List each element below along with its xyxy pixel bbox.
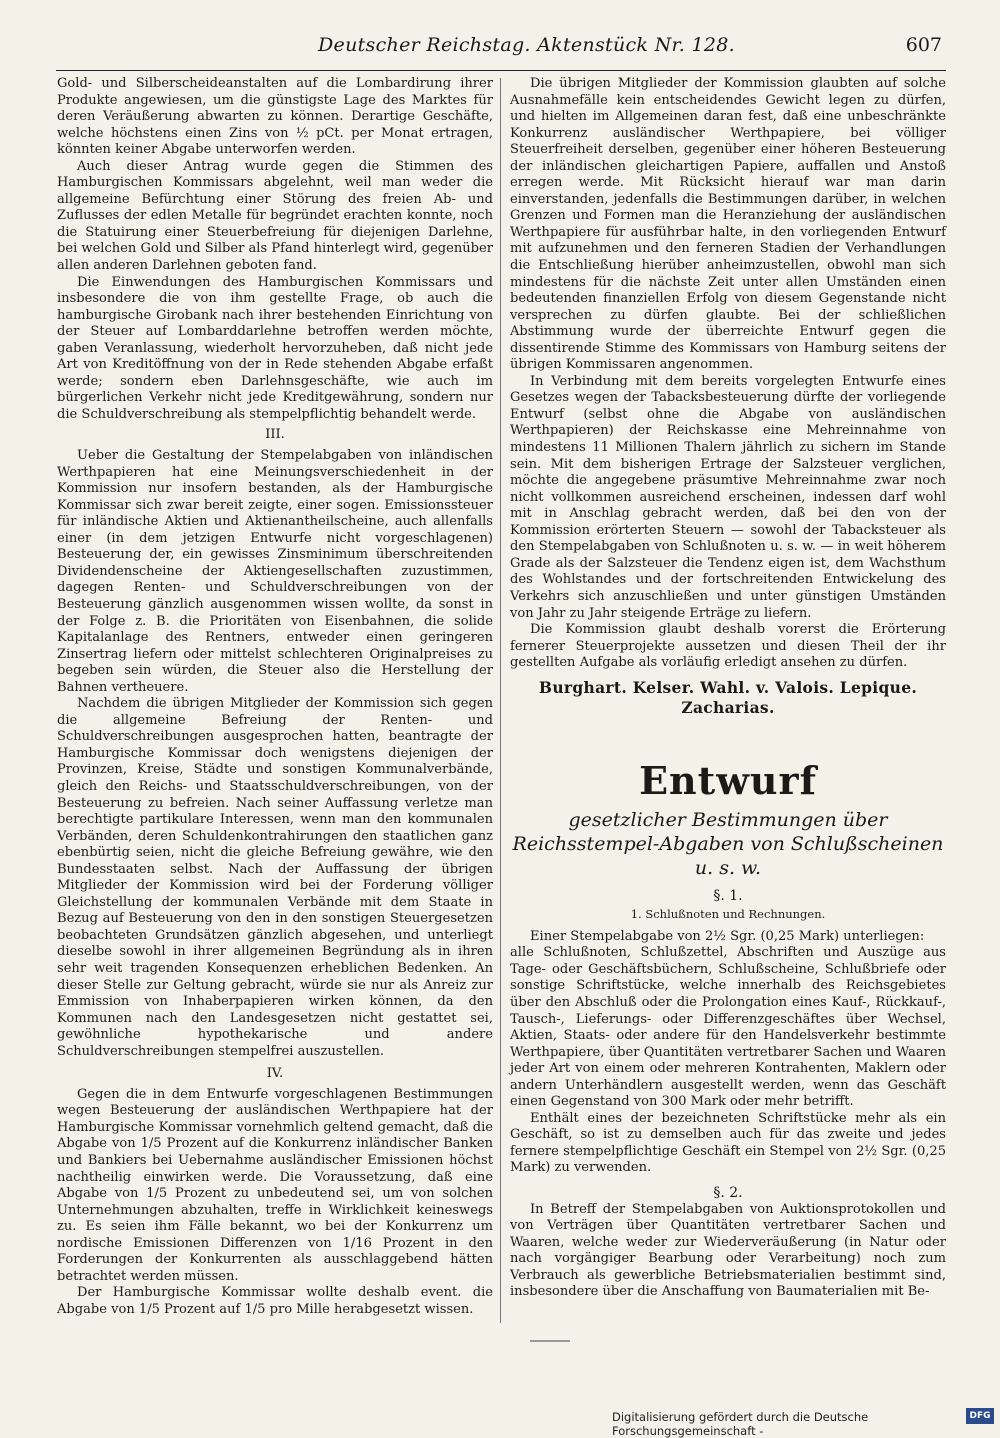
section-2-text: In Betreff der Stempelabgaben von Auktionsprotokollen und von Verträgen über Quantitäten vertretbarer Sachen und Waaren, welche weder zur Wiederveräußerung (in Natur oder nach vorgängiger Bearbung oder Verarbeitung) noch zum Verbrauch als gewerbliche Betriebsmaterialien bestimmt sind, insbesondere über die Anschaffung von Baumaterialien mit Be- <box>510 1201 946 1300</box>
section-1-subheading: 1. Schlußnoten und Rechnungen. <box>630 907 826 922</box>
section-heading-iv: IV. <box>266 1066 284 1082</box>
page-header <box>56 30 946 71</box>
left-column <box>57 76 493 1317</box>
scan-mark <box>530 1340 570 1342</box>
section-2-heading: §. 2. <box>713 1184 743 1201</box>
right-column <box>510 76 946 1316</box>
section-1-extra: Enthält eines der bezeichneten Schriftstücke mehr als ein Geschäft, so ist zu demselben auch für das zweite und jedes fernere stempelpflichtige Geschäft ein Stempel von 2½ Sgr. (0,25 Mark) zu verwenden. <box>510 1110 946 1176</box>
section-1-items: alle Schlußnoten, Schlußzettel, Abschriften und Auszüge aus Tage- oder Geschäftsbüchern, Schlußscheine, Schlußbriefe oder sonstige Schriftstücke, welche innerhalb des Reichsgebietes über den Abschluß oder die Prolongation eines Kauf-, Rückkauf-, Tausch-, Lieferungs- oder Differenzgeschäftes über Wechsel, Aktien, Staats- oder andere für den Handelsverkehr bestimmte Werthpapiere, über Quantitäten vertretbarer Sachen und Waaren jeder Art von einem oder mehreren Kontrahenten, Maklern oder andern Unterhändlern ausgestellt werden, wenn das Geschäft einen Gegenstand von 300 Mark oder mehr betrifft. <box>510 945 946 1110</box>
running-title: Deutscher Reichstag. Aktenstück Nr. 128. <box>318 34 735 56</box>
draft-subtitle: gesetzlicher Bestimmungen über Reichsstempel-Abgaben von Schlußscheinen u. s. w. <box>512 808 944 879</box>
paragraph: Nachdem die übrigen Mitglieder der Kommission sich gegen die allgemeine Befreiung der Renten- und Schuldverschreibungen ausgesprochen hatten, beantragte der Hamburgische Kommissar doch wenigstens diejenigen der Provinzen, Kreise, Städte und sonstigen Kommunalverbände, gleich den Reichs- und Staatsschuldverschreibungen, von der Besteuerung zu befreien. Nach seiner Auffassung verletze man berechtigte partikulare Interessen, wenn man den kommunalen Verbänden, deren Schuldenkontrahirungen den staatlichen ganz ebenbürtig seien, nicht die gleiche Befreiung gewähre, wie den Bundesstaaten selbst. Nach der Auffassung der übrigen Mitglieder der Kommission wird bei der Forderung völliger Gleichstellung der kommunalen Verbände mit dem Staate in Bezug auf Besteuerung von den in den sonstigen Steuergesetzen beobachteten Grundsätzen gänzlich abgesehen, und unterliegt dieselbe sowohl in ihrer allgemeinen Begründung als in ihren sehr weit tragenden Konsequenzen erheblichen Bedenken. An dieser Stelle zur Geltung gebracht, würde sie nur als Anreiz zur Emmission von Inhaberpapieren wirken können, da den Kommunen nach den Landesgesetzen nicht gestattet sei, gewöhnliche hypothekarische und andere Schuldverschreibungen stempelfrei auszustellen. <box>57 696 493 1059</box>
page-number: 607 <box>905 34 942 56</box>
digitization-credit: Digitalisierung gefördert durch die Deutsche Forschungsgemeinschaft - <box>612 1410 869 1438</box>
paragraph: Ueber die Gestaltung der Stempelabgaben von inländischen Werthpapieren hat eine Meinungsverschiedenheit in der Kommission nur insofern bestanden, als der Hamburgische Kommissar sich zwar bereit zeigte, einer sogen. Emissionssteuer für inländische Aktien und Aktienantheilscheine, auch allenfalls einer (in dem jetzigen Entwurfe nicht vorgeschlagenen) Besteuerung der, ein gewisses Zinsminimum überschreitenden Dividendenscheine der Aktiengesellschaften zuzustimmen, dagegen Renten- und Schuldverschreibungen von der Besteuerung gänzlich ausgenommen wissen wollte, da sonst in der Folge z. B. die Prioritäten von Eisenbahnen, die solide Kapitalanlage des Rentners, entweder einen geringeren Zinsertrag liefern oder mittelst schlechteren Originalpreises zu begeben sein würden, die Steuer also die Herstellung der Bahnen vertheuere. <box>57 448 493 695</box>
section-1-heading: §. 1. <box>713 887 743 904</box>
paragraph: Die Einwendungen des Hamburgischen Kommissars und insbesondere die von ihm gestellte Frage, ob auch die hamburgische Girobank nach ihrer bestehenden Einrichtung von der Steuer auf Lombarddarlehne betroffen werden möchte, gaben Veranlassung, wiederholt hervorzuheben, daß nicht jede Art von Kreditöffnung von der in Rede stehenden Abgabe erfaßt werde; sondern eben Darlehnsgeschäfte, wie auch im bürgerlichen Verkehr nicht jede Kreditgewährung, sondern nur die Schuldverschreibung als stempelpflichtig behandelt werde. <box>57 274 493 422</box>
signatures: Burghart. Kelser. Wahl. v. Valois. Lepique. Zacharias. <box>538 677 918 717</box>
paragraph: Der Hamburgische Kommissar wollte deshalb event. die Abgabe von 1/5 Prozent auf 1/5 pro Mille herabgesetzt wissen. <box>57 1285 493 1317</box>
paragraph: In Verbindung mit dem bereits vorgelegten Entwurfe eines Gesetzes wegen der Tabacksbesteuerung dürfte der vorliegende Entwurf (selbst ohne die Abgabe von ausländischen Werthpapieren) der Reichskasse eine Mehreinnahme von mindestens 11 Millionen Thalern jährlich zu sichern im Stande sein. Mit dem bisherigen Ertrage der Salzsteuer verglichen, möchte die angegebene präsumtive Mehreinnahme zwar noch nicht vollkommen ausreichend erscheinen, indessen darf wohl mit in Anschlag gebracht werden, daß bei den von der Kommission erörterten Steuern — sowohl der Tabacksteuer als den Stempelabgaben von Schlußnoten u. s. w. — in weit höherem Grade als der Salzsteuer die Tendenz eigen ist, dem Wachsthum des Wohlstandes und der fortschreitenden Entwickelung des Verkehrs sich anzuschließen und unter günstigen Umständen von Jahr zu Jahr steigende Erträge zu liefern. <box>510 373 946 621</box>
draft-title: Entwurf <box>639 757 817 803</box>
paragraph: Gold- und Silberscheideanstalten auf die Lombardirung ihrer Produkte angewiesen, um die günstigste Lage des Marktes für deren Veräußerung abwarten zu können. Derartige Geschäfte, welche höchstens einen Zins von ½ pCt. per Monat ertragen, könnten keiner Abgabe unterworfen werden. <box>57 76 493 158</box>
dfg-logo: DFG <box>966 1408 994 1424</box>
paragraph: Die Kommission glaubt deshalb vorerst die Erörterung fernerer Steuerprojekte aussetzen und diesen Theil der ihr gestellten Aufgabe als vorläufig erledigt ansehen zu dürfen. <box>510 622 946 671</box>
column-divider <box>500 78 501 1323</box>
paragraph: Gegen die in dem Entwurfe vorgeschlagenen Bestimmungen wegen Besteuerung der ausländischen Werthpapiere hat der Hamburgische Kommissar vornehmlich geltend gemacht, daß die Abgabe von 1/5 Prozent auf die Konkurrenz inländischer Banken und Bankiers bei Uebernahme ausländischer Emissionen höchst nachtheilig einwirken werde. Die Voraussetzung, daß eine Abgabe von 1/5 Prozent zu unbedeutend sei, um von solchen Unternehmungen abzuhalten, treffe in Wirklichkeit keineswegs zu. Es seien ihm Fälle bekannt, wo bei der Konkurrenz um nordische Emissionen Differenzen von 1/16 Prozent in den Forderungen der Konkurrenten als ausschlaggebend hätten betrachtet werden müssen. <box>57 1086 493 1284</box>
section-1-intro: Einer Stempelabgabe von 2½ Sgr. (0,25 Mark) unterliegen: <box>530 928 925 944</box>
paragraph: Auch dieser Antrag wurde gegen die Stimmen des Hamburgischen Kommissars abgelehnt, weil man weder die allgemeine Befürchtung einer Störung des freien Ab- und Zuflusses der edlen Metalle für begründet erachten konnte, noch die Statuirung einer Steuerbefreiung für diejenigen Darlehne, bei welchen Gold und Silber als Pfand hinterlegt wird, gegenüber allen anderen Darlehnen geboten fand. <box>57 158 493 274</box>
paragraph: Die übrigen Mitglieder der Kommission glaubten auf solche Ausnahmefälle kein entscheidendes Gewicht legen zu dürfen, und hielten im Allgemeinen daran fest, daß eine unbeschränkte Konkurrenz ausländischer Werthpapiere, bei völliger Steuerfreiheit derselben, gegenüber einer höheren Besteuerung der inländischen gleichartigen Papiere, auffallen und Anstoß erregen werde. Mit Rücksicht hierauf war man darin einverstanden, jedenfalls die Bestimmungen darüber, in welchen Grenzen und Formen man die Heranziehung der ausländischen Werthpapiere für ausführbar halte, in den vorliegenden Entwurf mit aufzunehmen und den ferneren Stadien der Verhandlungen die Entschließung hierüber anheimzustellen, obwohl man sich mindestens für die nächste Zeit unter allen Umständen einen bedeutenden finanziellen Erfolg von diesem Gegenstande nicht versprechen zu dürfen glaubte. Bei der schließlichen Abstimmung wurde der überreichte Entwurf gegen die dissentirende Stimme des Kommissars von Hamburg seitens der übrigen Kommissaren angenommen. <box>510 76 946 373</box>
section-heading-iii: III. <box>265 427 285 443</box>
